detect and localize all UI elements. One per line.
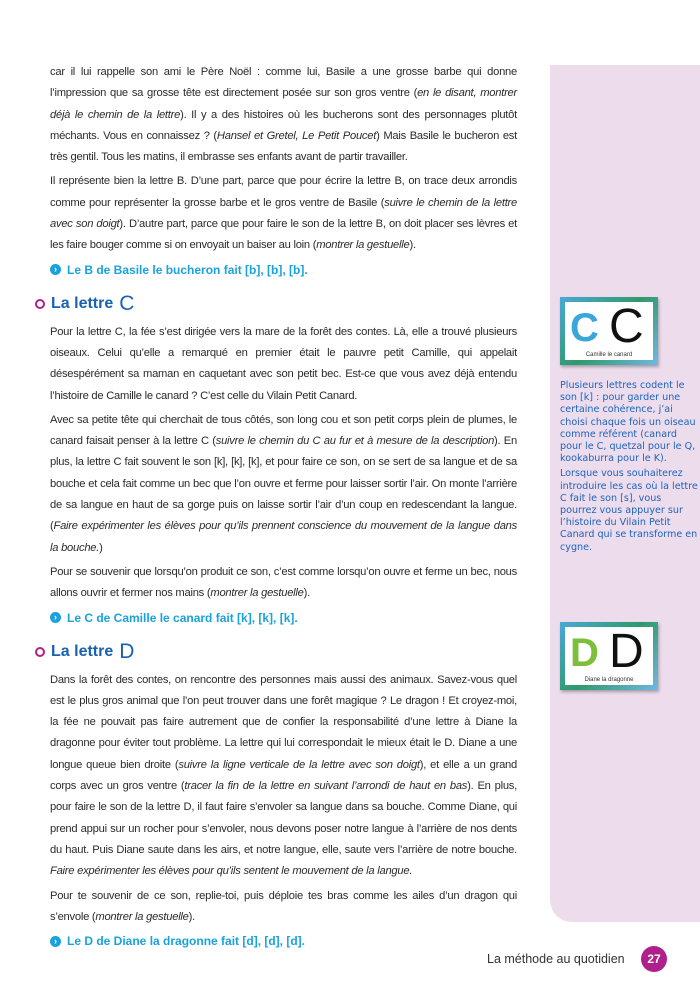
italic-instruction: montrer la gestuelle (210, 587, 304, 600)
card-letter: D (609, 625, 644, 678)
phoneme-summary (50, 931, 517, 951)
summary-text: Le D de Diane la dragonne fait [d], [d], [d]. (67, 934, 306, 949)
letter-card-d (560, 622, 658, 690)
main-text (50, 62, 517, 963)
bullet-icon (35, 299, 45, 309)
note-paragraph: Lorsque vous souhaiterez introduire les cas où la lettre C fait le son [s], vous pourrez vous appuyer sur l’histoire du Vilain Petit Canard qui se transforme en cygne. (560, 468, 698, 553)
chevron-right-icon: › (50, 264, 61, 275)
phoneme-summary (50, 260, 517, 280)
text-run: ). Il y a des histoires où les bucherons sont des personnages plutôt méchants. Vous en connaissez ? ( (50, 108, 517, 142)
italic-instruction: montrer la gestuelle (95, 910, 189, 923)
heading-text: La lettre (51, 642, 114, 660)
footer-title: La méthode au quotidien (487, 952, 625, 966)
text-run: Pour la lettre C, la fée s’est dirigée vers la mare de la forêt des contes. Là, elle a trouvé plusieurs oiseaux. Celui qu’elle a remarqué en premier était le pauvre petit Camille, qui appelait désespérément sa maman en caquetant avec son petit bec. Est-ce que vous avez déjà entendu l’histoire de Camille le canard ? C’est celle du Vilain Petit Canard. (50, 325, 517, 402)
paragraph (50, 322, 517, 407)
heading-letter: D (119, 639, 135, 663)
text-run: car il lui rappelle son ami le Père Noël : comme lui, Basile a une grosse barbe qui donne l’impression que sa grosse tête est directement posée sur son gros ventre ( (50, 66, 517, 100)
text-run: ). (303, 587, 310, 600)
heading-text: La lettre (51, 294, 114, 312)
dragon-illustration-icon: D (570, 631, 599, 675)
phoneme-summary (50, 608, 517, 628)
sidebar-note (560, 380, 700, 557)
text-run: ) (99, 541, 103, 554)
text-run: ). (409, 239, 416, 252)
text-run: ). En plus, pour faire le son de la lettre D, il faut faire s’envoler sa langue dans sa bouche. Comme Diane, qui prend appui sur un rocher pour s’envoler, nous devons poser notre langue à l’arrière de nos dents du haut. Puis Diane saute dans les airs, et notre langue, elle, saute vers l’arrière de notre bouche. (50, 780, 518, 856)
italic-instruction: suivre le chemin de la lettre avec son doigt (50, 196, 518, 231)
text-run: Dans la forêt des contes, on rencontre des personnes mais aussi des animaux. Savez-vous quel est le plus gros animal que l’on peut trouver dans une forêt magique ? Le dragon ! Et croyez-moi, la fée ne pouvait pas faire autrement que de confier la responsabilité d’une lettre à Diane la dragonne pour éviter tout problème. La lettre qui lui correspondait le mieux était le D. Diane a une longue queue bien droite ( (50, 673, 517, 771)
paragraph (50, 886, 517, 929)
text-run: ), et elle a un grand corps avec un gros ventre ( (50, 758, 517, 793)
paragraph (50, 562, 517, 605)
paragraph (50, 62, 517, 168)
heading-letter: C (119, 291, 135, 315)
card-caption: Camille le canard (585, 352, 633, 358)
italic-instruction: Hansel et Gretel, Le Petit Poucet (216, 129, 377, 142)
italic-instruction: en le disant, montrer déjà le chemin de la lettre (50, 87, 517, 121)
text-run: ) Mais Basile le bucheron est très gentil. Tous les matins, il embrasse ses enfants avant de partir travailler. (50, 129, 517, 164)
italic-instruction: tracer la fin de la lettre en suivant l’arrondi de haut en bas (184, 780, 468, 793)
bullet-icon (35, 647, 45, 657)
page-number: 27 (641, 946, 667, 972)
summary-text: Le B de Basile le bucheron fait [b], [b], [b]. (67, 262, 308, 277)
duck-illustration-icon: C (570, 306, 599, 350)
text-run: ). D’autre part, parce que pour faire le son de la lettre B, on doit placer ses lèvres et les faire bouger comme si on envoyait un baiser au loin ( (50, 218, 517, 252)
italic-instruction: montrer la gestuelle (316, 239, 410, 252)
card-letter: C (609, 300, 644, 353)
section-heading (35, 292, 517, 316)
note-paragraph: Plusieurs lettres codent le son [k] : pour garder une certaine cohérence, j’ai choisi chaque fois un oiseau comme référent (canard pour le C, quetzal pour le Q, kookaburra pour le K). (560, 380, 696, 465)
italic-instruction: suivre la ligne verticale de la lettre avec son doigt (178, 758, 420, 771)
summary-text: Le C de Camille le canard fait [k], [k], [k]. (67, 610, 298, 625)
text-run: ). (188, 910, 195, 923)
text-run: Il représente bien la lettre B. D’une part, parce que pour écrire la lettre B, on trace deux arrondis comme pour représenter la grosse barbe et le gros ventre de Basile ( (50, 175, 517, 209)
chevron-right-icon: › (50, 612, 61, 623)
paragraph (50, 670, 517, 883)
card-caption: Diane la dragonne (584, 677, 634, 683)
letter-card-c (560, 297, 658, 365)
text-run: ). En plus, la lettre C fait souvent le son [k], [k], [k], et pour faire ce son, on se sert de sa langue et de sa bouche et cela fait comme un bec que l’on ouvre et ferme pour laisser sortir l’air. On monte l’arrière de sa langue en haut de sa gorge puis on laisse sortir l’air d’un coup en redescendant la langue. ( (50, 435, 517, 533)
paragraph (50, 410, 517, 559)
italic-instruction: Faire expérimenter les élèves pour qu’ils sentent le mouvement de la langue. (50, 865, 413, 878)
italic-instruction: suivre le chemin du C au fur et à mesure de la description (215, 435, 495, 448)
italic-instruction: Faire expérimenter les élèves pour qu’ils prennent conscience du mouvement de la langue dans la bouche. (50, 520, 517, 554)
chevron-right-icon: › (50, 936, 61, 947)
text-run: Pour te souvenir de ce son, replie-toi, puis déploie tes bras comme les ailes d’un dragon qui s’envole ( (50, 889, 517, 923)
section-heading (35, 640, 517, 664)
paragraph (50, 171, 517, 256)
text-run: Avec sa petite tête qui cherchait de tous côtés, son long cou et son petit corps plein de plumes, le canard faisait penser à la lettre C ( (50, 413, 517, 448)
text-run: Pour se souvenir que lorsqu’on produit ce son, c’est comme lorsqu’on ouvre et ferme un bec, nous allons ouvrir et fermer nos mains ( (50, 565, 517, 600)
